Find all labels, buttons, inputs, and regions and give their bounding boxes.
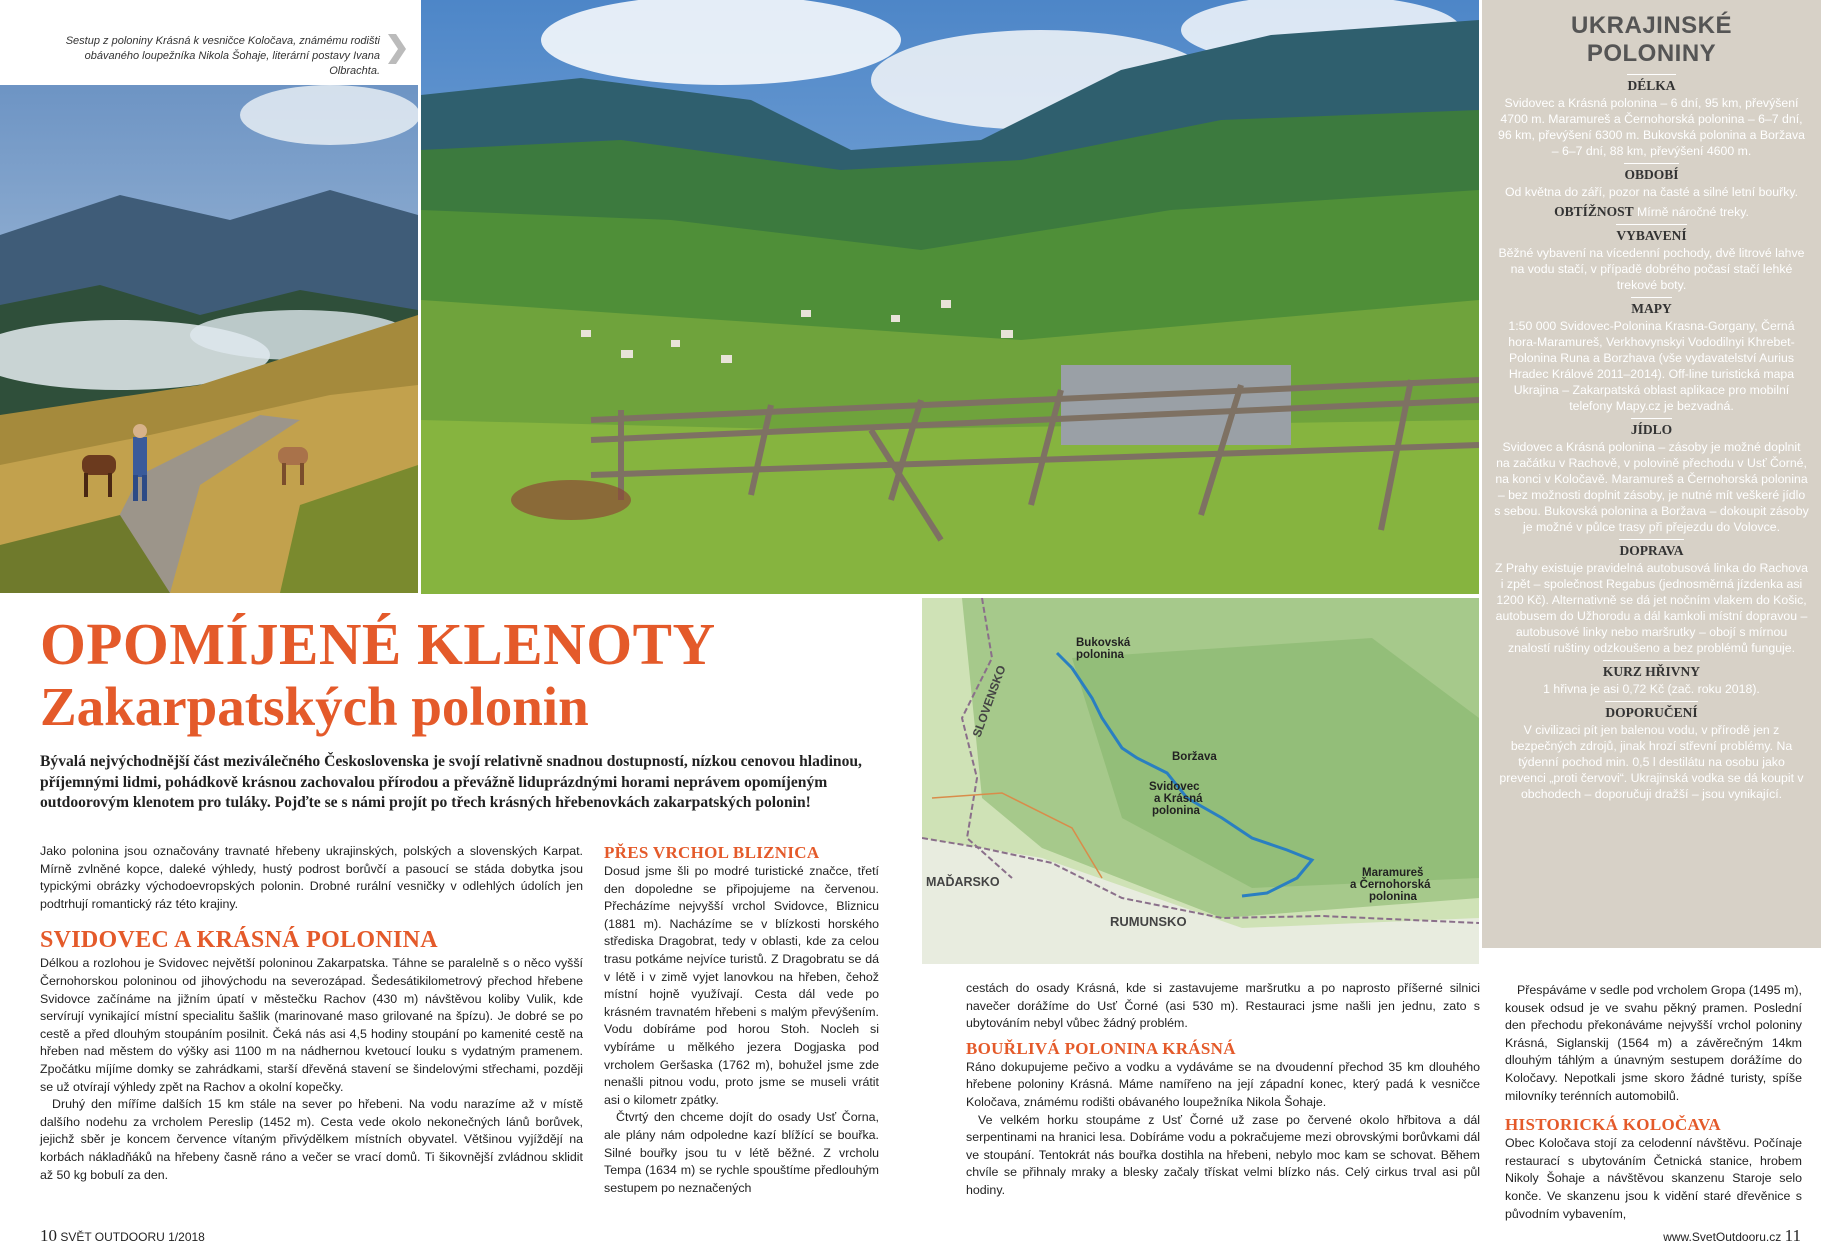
paragraph: Jako polonina jsou označovány travnaté hřebeny ukrajinských, polských a slovenských Karpat. Mírně zvlněné kopce, daleké výhledy, hustý podrost borůvčí a pasoucí se stáda dobytka jsou typickými obrázky východoevropských polonin. Drobné rurální vesničky v odlehlých údolích jen podtrhují romantický ráz této krajiny. xyxy=(40,844,583,911)
map-label-bukovska xyxy=(1076,637,1131,661)
sidebar-section-vybaveni xyxy=(1494,224,1809,293)
headline-line2: Zakarpatských polonin xyxy=(40,676,589,737)
sidebar-text: Svidovec a Krásná polonina – zásoby je možné doplnit na začátku v Rachově, v polovině přechodu v Usť Čorné, na konci v Koločavě. Maramureš a Černohorská polonina – bez možnosti doplnit zásoby, je nutné mít veškeré jídlo s sebou. Bukovská polonina a Boržava – dokoupit zásoby je možné v půlce trasy při přejezdu do Volovce. xyxy=(1494,440,1809,534)
section-heading: HISTORICKÁ KOLOČAVA xyxy=(1505,1115,1721,1135)
sidebar-body xyxy=(1494,74,1809,806)
sidebar-text: Běžné vybavení na vícedenní pochody, dvě litrové lahve na vodu stačí, v případě dobrého počasí stačí lehké trekové boty. xyxy=(1498,246,1805,292)
map-label-slovensko: SLOVENSKO xyxy=(969,663,1009,740)
sidebar-section-kurz xyxy=(1494,660,1809,697)
sidebar-text: 1:50 000 Svidovec-Polonina Krasna-Gorgany, Černá hora-Maramureš, Verkhovynskyi Vododilnyi Khrebet-Polonina Runa a Borzhava (vše vydavatelství Aurius Hradec Králové 2011–2014). Off-line turistická mapa Ukrajina – Zakarpatská oblast aplikace pro mobilní telefony Mapy.cz je bezvadná. xyxy=(1508,319,1795,413)
sidebar-heading: DOPORUČENÍ xyxy=(1605,701,1697,721)
article-column-2 xyxy=(604,843,879,1197)
photo-valley-landscape xyxy=(421,0,1479,594)
page-number-right: 11 xyxy=(1784,1226,1801,1245)
info-sidebar xyxy=(1482,0,1821,948)
paragraph: Druhý den míříme dalších 15 km stále na sever po hřebeni. Na vodu narazíme až v místě dalšího nodehu za vrcholem Pereslip (1452 m). Cesta vede okolo nekonečných lánů borůvek, jejichž sběr je koncem července vítaným přivýdělkem místních obyvatel. Většinou vyjíždějí na korbách nákladňáků na hřebeny časně ráno a večer se vrací domů. Ti šikovnější zvládnou sklidit až 50 kg bobulí za den. xyxy=(40,1097,583,1182)
sidebar-title xyxy=(1482,12,1821,68)
section-heading: SVIDOVEC A KRÁSNÁ POLONINA xyxy=(40,927,438,954)
footer-right xyxy=(1663,1226,1801,1246)
section-heading: PŘES VRCHOL BLIZNICA xyxy=(604,843,820,862)
sidebar-section-obdobi xyxy=(1494,163,1809,200)
sidebar-heading: OBTÍŽNOST xyxy=(1554,204,1634,219)
sidebar-text: 1 hřivna je asi 0,72 Kč (zač. roku 2018). xyxy=(1543,682,1760,696)
sidebar-heading: VYBAVENÍ xyxy=(1616,224,1686,244)
paragraph: Ve velkém horku stoupáme z Usť Čorné už zase po červené okolo hřbitova a dál serpentinami na hranici lesa. Dobíráme vodu a pokračujeme mezi obrovskými borůvkami dál ve stoupání. Tentokrát nás bouřka dostihla na hřebeni, nebylo moc kam se schovat. Během chvíle se přihnaly mraky a blesky začaly třískat velmi blízko nás. Celý cirkus trval asi půl hodiny. xyxy=(966,1112,1480,1197)
footer-left xyxy=(40,1226,205,1246)
sidebar-heading: MAPY xyxy=(1631,297,1672,317)
map-label-bukovska-2: polonina xyxy=(1076,649,1124,661)
map-label-maramures-2: a Černohorská xyxy=(1350,879,1431,891)
photo-horses-trail xyxy=(0,85,418,593)
paragraph: Obec Koločava stojí za celodenní návštěvu. Počínaje restaurací s ubytováním Četnická stanice, hrobem Nikoly Šohaje a návštěvou skanzenu Staroje selo konče. Ve skanzenu jsou k vidění staré dřevěnice s původním vybavením, xyxy=(1505,1136,1802,1221)
map-label-svidovec-3: polonina xyxy=(1152,805,1200,817)
paragraph: Délkou a rozlohou je Svidovec největší poloninou Zakarpatska. Táhne se paralelně s o něco vyšší Černohorskou poloninou od jihovýchodu na severozápad. Šedesátikilometrový přechod hřebene Svidovce začínáme na jižním úpatí v městečku Rachov (430 m) návštěvou koliby Vulik, kde servírují vynikající místní specialitu šašlik (marinované maso grilované na špízu). Je dobré se po cestě a před dlouhým stoupáním posilnit. Čeká nás asi 4,5 hodiny stoupání po kamenité cestě na hřeben nad městem do výšky asi 1100 m na nádhernou kvetoucí louku s vydatným pramenem. Zpočátku míjíme domky se zahrádkami, starší dřevěná stavení se šindelovými střechami, později se už otvírají výhledy zpět na Rachov a okolní kopečky. xyxy=(40,956,583,1094)
map-label-madarsko: MAĎARSKO xyxy=(926,875,1000,889)
caption-arrow-icon xyxy=(388,34,406,64)
article-column-4 xyxy=(1505,982,1802,1223)
sidebar-heading: JÍDLO xyxy=(1631,418,1672,438)
sidebar-text: Svidovec a Krásná polonina – 6 dní, 95 km, převýšení 4700 m. Maramureš a Černohorská polonina – 6–7 dní, 96 km, převýšení 6300 m. Bukovská polonina a Boržava – 6–7 dní, 88 km, převýšení 4600 m. xyxy=(1498,96,1805,158)
map-label-rumunsko: RUMUNSKO xyxy=(1110,914,1187,929)
sidebar-section-delka xyxy=(1494,74,1809,159)
sidebar-heading: OBDOBÍ xyxy=(1624,163,1678,183)
sidebar-section-doprava xyxy=(1494,539,1809,656)
paragraph: cestách do osady Krásná, kde si zastavujeme maršrutku a po naprosto příšerné silnici navečer dorážíme do Usť Čorné (asi 530 m). Restauraci jsme našli jen jednu, zato s ubytováním nebyl vůbec žádný problém. xyxy=(966,981,1480,1031)
sidebar-text: Mírně náročné treky. xyxy=(1637,205,1749,219)
map-label-maramures-3: polonina xyxy=(1369,891,1417,903)
sidebar-text: V civilizaci pít jen balenou vodu, v přírodě jen z bezpečných zdrojů, jinak hrozí střevní problémy. Na týdenní pochod min. 0,5 l destilátu na osobu jako prevenci „proti červovi“. Ukrajinská vodka se dá koupit v obchodech – doporučuji dražší – jsou vynikající. xyxy=(1499,723,1804,801)
article-lead: Bývalá nejvýchodnější část meziválečného Československa je svojí relativně snadnou dostupností, nízkou cenovou hladinou, příjemnými lidmi, pohádkově krásnou zachovalou přírodou a převážně liduprázdnými horami neprávem opomíjeným outdoorovým klenotem pro tuláky. Pojďte se s námi projít po třech krásných hřebenovkách zakarpatských polonin! xyxy=(40,753,862,811)
paragraph: Čtvrtý den chceme dojít do osady Usť Čorna, ale plány nám odpoledne kazí blížící se bouřka. Silné bouřky jsou tu v létě běžné. Z vrcholu Tempa (1634 m) se rychle spouštíme předlouhým sestupem po neznačených xyxy=(604,1110,879,1195)
paragraph: Přespáváme v sedle pod vrcholem Gropa (1495 m), kousek odsud je ve svahu pěkný pramen. Poslední den přechodu překonáváme nejvyšší vrchol poloniny Krásná, Siglanskij (1564 m) a závěrečným 14km dlouhým táhlým a únavným sestupem dorážíme do Koločavy. Nepotkali jsme skoro žádné turisty, spíše milovníky terénních automobilů. xyxy=(1505,983,1802,1103)
sidebar-section-doporuceni xyxy=(1494,701,1809,802)
sidebar-title-line2: POLONINY xyxy=(1586,40,1717,67)
headline-line1: OPOMÍJENÉ KLENOTY xyxy=(40,611,716,677)
page-number-left: 10 xyxy=(40,1226,57,1245)
sidebar-text: Od května do září, pozor na časté a silné letní bouřky. xyxy=(1504,185,1798,199)
map-label-bukovska-1: Bukovská xyxy=(1076,637,1131,649)
sidebar-section-mapy xyxy=(1494,297,1809,414)
article-column-1 xyxy=(40,843,583,1184)
article-headline xyxy=(40,612,910,738)
map-label-maramures-1: Maramureš xyxy=(1362,867,1424,879)
sidebar-heading: DÉLKA xyxy=(1627,74,1675,94)
photo-caption: Sestup z poloniny Krásná k vesničce Koločava, známému rodišti obávaného loupežníka Nikola Šohaje, literární postavy Ivana Olbrachta. xyxy=(65,35,380,77)
route-map xyxy=(922,598,1479,964)
sidebar-section-jidlo xyxy=(1494,418,1809,535)
map-label-svidovec-2: a Krásná xyxy=(1154,793,1203,805)
paragraph: Dosud jsme šli po modré turistické značce, třetí den dopoledne se připojujeme na červenou. Přecházíme nejvyšší vrchol Svidovce, Bliznicu (1881 m). Nacházíme se v blízkosti horského střediska Dragobrat, tedy v oblasti, kde za celou trasu potkáme nejvíce turistů. Z Dragobratu se dá v létě i v zimě vyjet lanovkou na hřeben, čehož místní hojně využívají. Cesta dál vede po krásném travnatém hřebeni s malým převýšením. Vodu dobíráme pod horou Stoh. Nocleh si vybíráme u mělkého jezera Dogjaska pod vrcholem Geršaska (1762 m), bohužel jsme zde nenašli pitnou vodu, proto jsme se museli vrátit asi o kilometr zpátky. xyxy=(604,864,879,1107)
article-column-3 xyxy=(966,980,1480,1200)
sidebar-text: Z Prahy existuje pravidelná autobusová linka do Rachova i zpět – společnost Regabus (jednosměrná jízdenka asi 1200 Kč). Alternativně se dá jet nočním vlakem do Košic, autobusem do Užhorodu a dál kamkoli místní dopravou – autobusové linky nebo maršrutky – obojí s mírnou znalostí ruštiny odzkoušeno a bez problémů funguje. xyxy=(1494,561,1809,655)
sidebar-title-line1: UKRAJINSKÉ xyxy=(1570,12,1733,39)
map-label-borzava: Boržava xyxy=(1172,751,1217,763)
website-link[interactable]: www.SvetOutdooru.cz xyxy=(1663,1230,1782,1244)
sidebar-heading: DOPRAVA xyxy=(1619,539,1683,559)
sidebar-heading: KURZ HŘIVNY xyxy=(1603,660,1700,680)
paragraph: Ráno dokupujeme pečivo a vodku a vydáváme se na dvoudenní přechod 35 km dlouhého hřebene poloniny Krásná. Máme namířeno na její západní konec, který padá k vesničce Koločava, známému rodišti obávaného loupežníka Nikola Šohaje. xyxy=(966,1059,1480,1109)
map-label-svidovec xyxy=(1149,781,1203,817)
magazine-issue: SVĚT OUTDOORU 1/2018 xyxy=(60,1230,205,1244)
map-label-svidovec-1: Svidovec xyxy=(1149,781,1200,793)
section-heading: BOUŘLIVÁ POLONINA KRÁSNÁ xyxy=(966,1038,1236,1058)
sidebar-section-obtiznost xyxy=(1494,204,1809,220)
